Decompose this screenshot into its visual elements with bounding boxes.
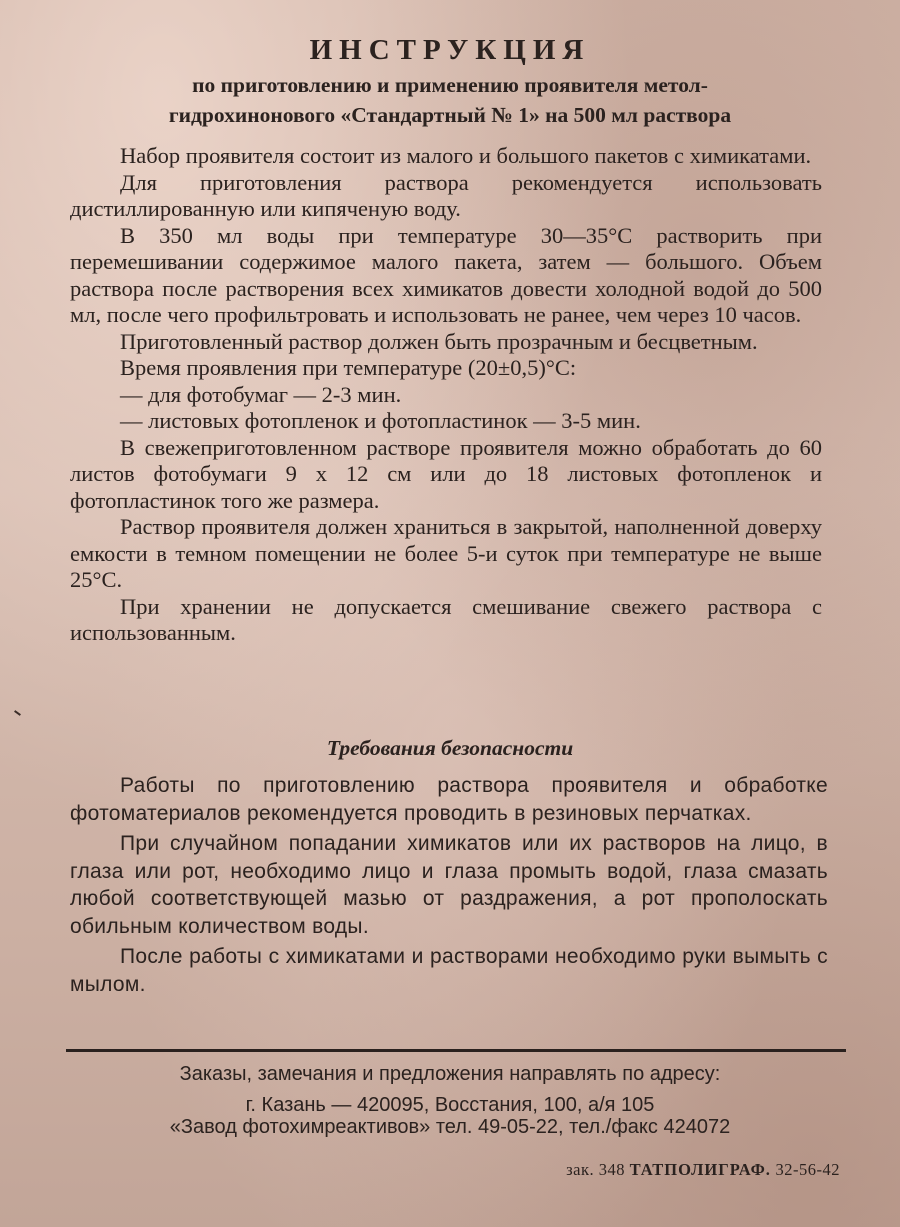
safety-heading: Требования безопасности <box>326 736 574 760</box>
safety-paragraph-contact: При случайном попадании химикатов или их растворов на лицо, в глаза или рот, необходимо лицо и глаза промыть водой, глаза смазать любой соответствующей мазью от раздражения, а рот прополоскать обильным количеством воды. <box>70 832 828 938</box>
paragraph-capacity: В свежеприготовленном растворе проявителя можно обработать до 60 листов фотобумаги 9 х 12 см или до 18 листовых фотопленок и фотопластинок того же размера. <box>70 434 822 513</box>
subtitle-line-1: по приготовлению и применению проявителя метол- <box>192 73 708 97</box>
printer-imprint <box>566 1160 840 1180</box>
paragraph-clarity: Приготовленный раствор должен быть прозрачным и бесцветным. <box>120 328 758 354</box>
footer-divider <box>66 1049 846 1052</box>
safety-paragraph-gloves: Работы по приготовлению раствора проявителя и обработке фотоматериалов рекомендуется проводить в резиновых перчатках. <box>70 774 828 825</box>
printer-phone: 32-56-42 <box>775 1160 840 1179</box>
footer-address-line: г. Казань — 420095, Восстания, 100, а/я 105 <box>245 1094 655 1116</box>
safety-body <box>70 772 828 1001</box>
printer-order: зак. 348 <box>566 1160 625 1179</box>
subtitle-line-2: гидрохинонового «Стандартный № 1» на 500 мл раствора <box>168 103 732 127</box>
footer-orders-line: Заказы, замечания и предложения направлять по адресу: <box>179 1063 721 1085</box>
document-subtitle <box>80 70 820 130</box>
instructions-body <box>70 143 822 647</box>
paragraph-no-mixing: При хранении не допускается смешивание свежего раствора с использованным. <box>70 593 822 645</box>
paragraph-dev-time: Время проявления при температуре (20±0,5)°С: <box>120 355 577 380</box>
paragraph-storage: Раствор проявителя должен храниться в закрытой, наполненной доверху емкости в темном помещении не более 5-и суток при температуре не выше 25°С. <box>70 514 822 592</box>
paragraph-dissolving: В 350 мл воды при температуре 30—35°С растворить при перемешивании содержимое малого пакета, затем — большого. Объем раствора после растворения всех химикатов довести холодной водой до 500 мл, после чего профильтровать и использовать не ранее, чем через 10 часов. <box>70 222 822 327</box>
paragraph-water: Для приготовления раствора рекомендуется использовать дистиллированную или кипяченую воду. <box>70 169 822 221</box>
paragraph-dev-time-film: — листовых фотопленок и фотопластинок — 3-5 мин. <box>120 408 641 433</box>
footer-contacts-line: «Завод фотохимреактивов» тел. 49-05-22, тел./факс 424072 <box>169 1116 731 1138</box>
printer-brand: ТАТПОЛИГРАФ. <box>629 1160 771 1179</box>
paragraph-kit-contents: Набор проявителя состоит из малого и большого пакетов с химикатами. <box>120 143 812 168</box>
document-title: ИНСТРУКЦИЯ <box>309 34 591 66</box>
safety-paragraph-wash: После работы с химикатами и растворами необходимо руки вымыть с мылом. <box>70 945 828 996</box>
ink-speck <box>14 710 21 716</box>
paragraph-dev-time-paper: — для фотобумаг — 2-3 мин. <box>120 381 402 407</box>
